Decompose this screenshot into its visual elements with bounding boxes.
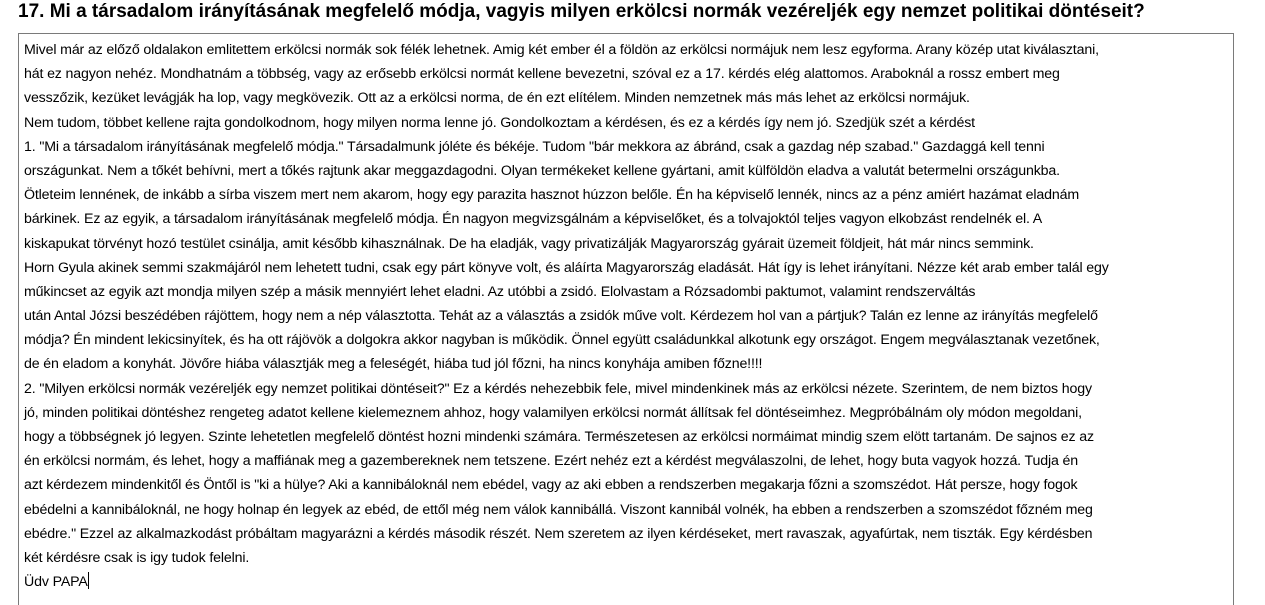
answer-line: Ötleteim lennének, de inkább a sírba viszem mert nem akarom, hogy egy parazita hasznot húzzon belőle. Én ha képviselő lennék, nincs az a pénz amiért hazámat eladnám: [24, 187, 1080, 204]
answer-line: 2. "Milyen erkölcsi normák vezéreljék egy nemzet politikai döntéseit?" Ez a kérdés nehezebbik fele, mivel mindenkinek más az erkölcsi nézete. Szerintem, de nem biztos hogy: [24, 380, 1092, 397]
answer-line: módja? Én mindent lekicsinyítek, és ha ott rájövök a dolgokra akkor nagyban is működik. Önnel együtt családunkkal alkotunk egy országot. Engem megválasztanak vezetőnek,: [24, 332, 1100, 349]
answer-line: hogy a többségnek jó legyen. Szinte lehetetlen megfelelő döntést hozni mindenki számára. Természetesen az erkölcsi normáimat mindig szem elött tartanám. De sajnos ez az: [24, 429, 1094, 445]
answer-line: bárkinek. Ez az egyik, a társadalom irányításának megfelelő módja. Én nagyon megvizsgálnám a képviselőket, és a tolvajoktól teljes vagyon elkobzást rendelnék el. A: [24, 211, 1043, 228]
answer-line: vesszőzik, kezüket levágják ha lop, vagy megkövezik. Ott az a erkölcsi norma, de én ezt elítélem. Minden nemzetnek más más lehet az erkölcsi normájuk.: [24, 90, 970, 107]
answer-line: de én eladom a konyhát. Jövőre hiába választják meg a feleségét, hiába tud jól főzni, ha nincs konyhája amiben főzne!!!!: [24, 356, 763, 373]
text-caret: [88, 572, 89, 589]
question-title: 17. Mi a társadalom irányításának megfelelő módja, vagyis milyen erkölcsi normák vezérelјék egy nemzet politikai döntéseit?: [18, 1, 1145, 22]
answer-line: országunkat. Nem a tőkét behívni, mert a tőkés rajtunk akar meggazdagodni. Olyan termékeket kellene gyártani, amit külföldön eladva a valutát betermelni országunkba.: [24, 162, 1060, 179]
answer-line: 1. "Mi a társadalom irányításának megfelelő módja." Társadalmunk jóléte és békéje. Tudom "bár mekkora az ábránd, csak a gazdag nép szabad." Gazdaggá kell tenni: [24, 138, 1045, 155]
answer-line: hát ez nagyon nehéz. Mondhatnám a többség, vagy az erősebb erkölcsi normát kellene bevezetni, szóval ez a 17. kérdés elég alattomos. Araboknál a rossz embert meg: [24, 66, 1060, 83]
answer-line: műkincset az egyik azt mondja milyen szép a másik mennyiért lehet eladni. Az utóbbi a zsidó. Elolvastam a Rózsadombi paktumot, valamint rendszerváltás: [24, 283, 976, 300]
answer-line: kiskapukat törvényt hozó testület csinálja, amit később kihasználnak. De ha eladják, vagy privatizálják Magyarország gyárait üzemeit földjeit, hát már nincs semmink.: [24, 235, 1034, 252]
answer-signature: Üdv PAPA: [24, 574, 88, 591]
answer-line: jó, minden politikai döntéshez rengeteg adatot kellene kielemeznem ahhoz, hogy valamilyen erkölcsi normát állítsak fel döntéseimhez. Megpróbálnám oly módon megoldani,: [24, 404, 1082, 421]
answer-line: után Antal Józsi beszédében rájöttem, hogy nem a nép választotta. Tehát az a választás a zsidók műve volt. Kérdezem hol van a pártjuk? Talán ez lenne az irányítás megfelelő: [24, 308, 1098, 325]
answer-textarea[interactable]: [18, 33, 1234, 605]
answer-line: Horn Gyula akinek semmi szakmájáról nem lehetett tudni, csak egy párt könyve volt, és aláírta Magyarország eladását. Hát így is lehet irányítani. Nézze két arab ember talál egy: [24, 259, 1109, 276]
answer-line: én erkölcsi normám, és lehet, hogy a maffiának meg a gazembereknek nem tetszene. Ezért nehéz ezt a kérdést megválaszolni, de lehet, hogy buta vagyok hozzá. Tudja én: [24, 453, 1078, 470]
answer-line: két kérdésre csak is igy tudok felelni.: [24, 549, 250, 566]
answer-signature-line: [24, 570, 1229, 594]
answer-line: Mivel már az előző oldalakon emlitettem erkölcsi normák sok félék lehetnek. Amig két ember él a földön az erkölcsi normájuk nem lesz egyforma. Arany közép utat kiválasztani,: [24, 42, 1099, 58]
answer-line: azt kérdezem mindenkitől és Öntől is "ki a hülye? Aki a kannibáloknál nem ebédel, vagy az aki ebben a rendszerben megakarja főzni a szomszédot. Hát persze, hogy fogok: [24, 477, 1078, 494]
answer-line: ebédre." Ezzel az alkalmazkodást próbáltam magyarázni a kérdés második részét. Nem szeretem az ilyen kérdéseket, mert ravaszak, agyafúrtak, nem tiszták. Egy kérdésben: [24, 525, 1093, 542]
answer-line: ebédelni a kannibáloknál, ne hogy holnap én legyek az ebéd, de ettől még nem válok kannibállá. Viszont kannibál volnék, ha ebben a rendszerben a szomszédot főzném meg: [24, 501, 1093, 518]
answer-line: Nem tudom, többet kellene rajta gondolkodnom, hogy milyen norma lenne jó. Gondolkoztam a kérdésen, és ez a kérdés így nem jó. Szedjük szét a kérdést: [24, 114, 975, 131]
